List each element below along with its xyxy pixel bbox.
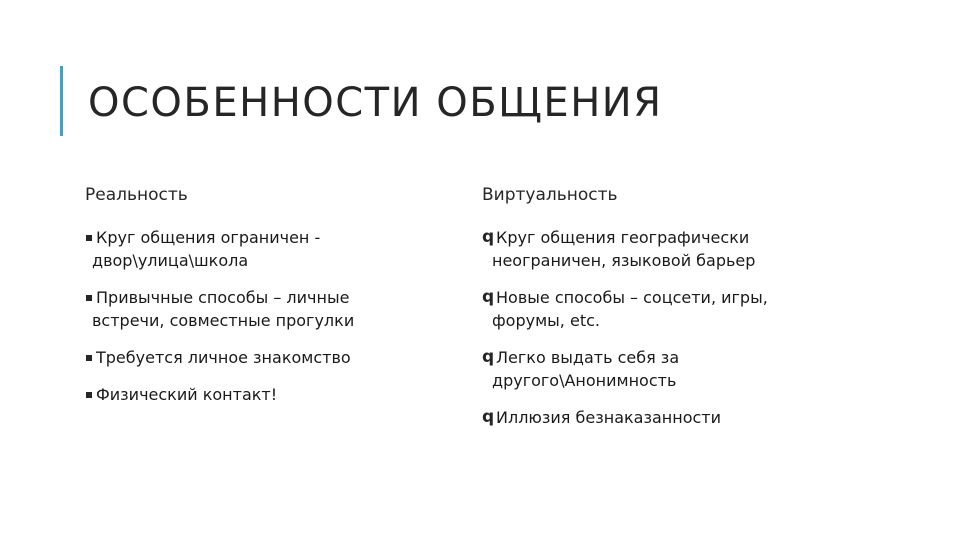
item-line: Круг общения географически bbox=[496, 228, 750, 247]
list-item bbox=[85, 286, 415, 332]
item-line: Легко выдать себя за bbox=[496, 348, 680, 367]
item-line: Требуется личное знакомство bbox=[96, 348, 351, 367]
q-bullet-icon: q bbox=[482, 347, 495, 367]
slide-title: ОСОБЕННОСТИ ОБЩЕНИЯ bbox=[88, 80, 663, 126]
item-line: встречи, совместные прогулки bbox=[92, 311, 355, 330]
item-line: неограничен, языковой барьер bbox=[492, 251, 756, 270]
item-line: Привычные способы – личные bbox=[96, 288, 350, 307]
list-item bbox=[85, 226, 415, 272]
title-accent-bar bbox=[60, 66, 63, 136]
q-bullet-icon: q bbox=[482, 227, 495, 247]
item-line: двор\улица\школа bbox=[92, 251, 249, 270]
list-item bbox=[482, 346, 832, 392]
list-item bbox=[85, 346, 415, 369]
list-item bbox=[482, 406, 832, 429]
square-bullet-icon bbox=[85, 346, 95, 369]
item-line: Иллюзия безнаказанности bbox=[496, 408, 721, 427]
square-bullet-icon bbox=[85, 286, 95, 309]
item-line: другого\Анонимность bbox=[492, 371, 677, 390]
list-item bbox=[85, 383, 415, 406]
list-item bbox=[482, 286, 832, 332]
reality-heading: Реальность bbox=[85, 185, 188, 205]
item-line: Круг общения ограничен - bbox=[96, 228, 321, 247]
list-item bbox=[482, 226, 832, 272]
square-bullet-icon bbox=[85, 383, 95, 406]
q-bullet-icon: q bbox=[482, 287, 495, 307]
reality-column bbox=[85, 184, 415, 420]
item-line: Физический контакт! bbox=[96, 385, 278, 404]
virtuality-heading: Виртуальность bbox=[482, 185, 618, 205]
virtuality-column bbox=[482, 184, 832, 443]
q-bullet-icon: q bbox=[482, 407, 495, 427]
item-line: Новые способы – соцсети, игры, bbox=[496, 288, 768, 307]
square-bullet-icon bbox=[85, 226, 95, 249]
item-line: форумы, etc. bbox=[492, 311, 600, 330]
